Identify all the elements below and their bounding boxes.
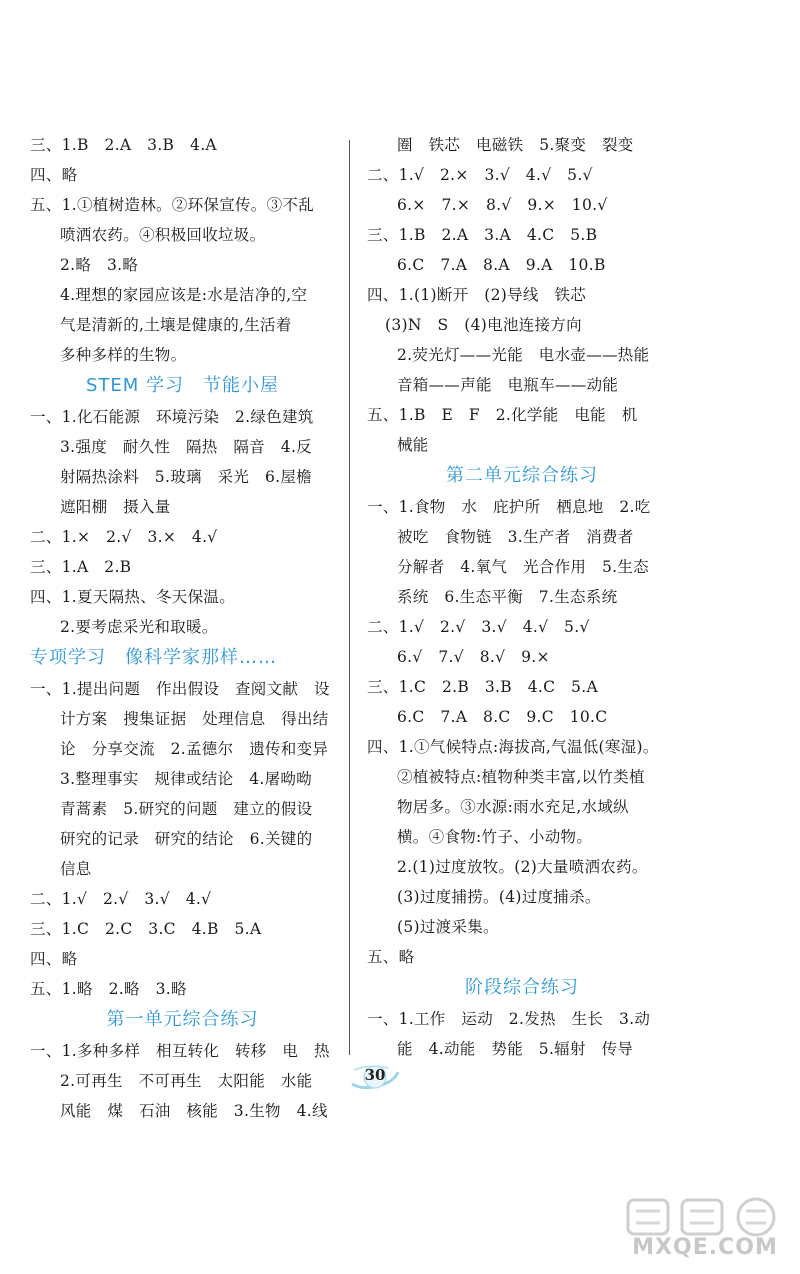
answer-line: 五、1.略 2.略 3.略 [30, 980, 187, 998]
section-heading: 专项学习 像科学家那样…… [30, 647, 277, 668]
answer-line: 多种多样的生物。 [60, 346, 187, 364]
answer-line: 被吃 食物链 3.生产者 消费者 [397, 528, 634, 546]
answer-line: 2.荧光灯——光能 电水壶——热能 [397, 346, 650, 364]
answer-line: 信息 [60, 860, 92, 878]
answer-line: 6.× 7.× 8.√ 9.× 10.√ [397, 196, 608, 214]
answer-line: 3.强度 耐久性 隔热 隔音 4.反 [60, 438, 312, 456]
answer-line: 四、1.夏天隔热、冬天保温。 [30, 588, 235, 606]
answer-line: (5)过渡采集。 [397, 918, 499, 936]
answer-line: 械能 [397, 436, 429, 454]
answer-line: 风能 煤 石油 核能 3.生物 4.线 [60, 1102, 328, 1120]
answer-line: (3)N S (4)电池连接方向 [385, 316, 582, 334]
answer-line: 一、1.食物 水 庇护所 栖息地 2.吃 [367, 498, 651, 516]
answer-line: 四、1.①气候特点:海拔高,气温低(寒湿)。 [367, 738, 659, 756]
watermark-logo-icon [620, 1195, 790, 1240]
answer-line: 音箱——声能 电瓶车——动能 [397, 376, 619, 394]
watermark-site: MXQE.COM [632, 1235, 778, 1260]
answer-line: 五、1.B E F 2.化学能 电能 机 [367, 406, 638, 424]
answer-line: 一、1.化石能源 环境污染 2.绿色建筑 [30, 408, 314, 426]
answer-line: 一、1.提出问题 作出假设 查阅文献 设 [30, 680, 330, 698]
answer-line: 6.C 7.A 8.C 9.C 10.C [397, 708, 608, 726]
answer-line: 6.√ 7.√ 8.√ 9.× [397, 648, 550, 666]
answer-line: 遮阳棚 摄入量 [60, 498, 171, 516]
answer-line: 横。④食物:竹子、小动物。 [397, 828, 593, 846]
answer-line: 三、1.A 2.B [30, 558, 132, 576]
answer-line: 2.(1)过度放牧。(2)大量喷洒农药。 [397, 858, 648, 876]
answer-line: ②植被特点:植物种类丰富,以竹类植 [397, 768, 645, 786]
left-column [30, 130, 335, 1126]
answer-line: 3.整理事实 规律或结论 4.屠呦呦 [60, 770, 312, 788]
section-heading: STEM 学习 节能小屋 [85, 375, 280, 396]
column-divider [349, 140, 350, 1055]
answer-line: 分解者 4.氧气 光合作用 5.生态 [397, 558, 649, 576]
answer-line: 2.略 3.略 [60, 256, 139, 274]
answer-line: 三、1.C 2.B 3.B 4.C 5.A [367, 678, 598, 696]
answer-line: 四、略 [30, 950, 78, 968]
page-number: 30 [364, 1066, 386, 1084]
answer-line: 计方案 搜集证据 处理信息 得出结 [60, 710, 329, 728]
answer-line: 二、1.× 2.√ 3.× 4.√ [30, 528, 218, 546]
answer-line: 6.C 7.A 8.A 9.A 10.B [397, 256, 606, 274]
answer-line: 系统 6.生态平衡 7.生态系统 [397, 588, 618, 606]
section-heading: 阶段综合练习 [465, 977, 579, 998]
right-column [367, 130, 677, 1064]
answer-line: 二、1.√ 2.× 3.√ 4.√ 5.√ [367, 166, 593, 184]
answer-line: 五、1.①植树造林。②环保宣传。③不乱 [30, 196, 314, 214]
answer-line: 气是清新的,土壤是健康的,生活着 [60, 316, 292, 334]
page-number-badge [348, 1064, 402, 1090]
answer-line: 4.理想的家园应该是:水是洁净的,空 [60, 286, 308, 304]
section-heading: 第二单元综合练习 [446, 465, 598, 486]
answer-line: 五、略 [367, 948, 415, 966]
answer-line: 喷洒农药。④积极回收垃圾。 [60, 226, 266, 244]
answer-line: 论 分享交流 2.孟德尔 遗传和变异 [60, 740, 329, 758]
answer-line: 射隔热涂料 5.玻璃 采光 6.屋檐 [60, 468, 312, 486]
answer-line: 圈 铁芯 电磁铁 5.聚变 裂变 [397, 136, 634, 154]
answer-line: 2.可再生 不可再生 太阳能 水能 [60, 1072, 313, 1090]
answer-line: 二、1.√ 2.√ 3.√ 4.√ 5.√ [367, 618, 590, 636]
answer-line: 四、1.(1)断开 (2)导线 铁芯 [367, 286, 587, 304]
answer-line: 2.要考虑采光和取暖。 [60, 618, 218, 636]
answer-line: 物居多。③水源:雨水充足,水域纵 [397, 798, 629, 816]
answer-line: 三、1.B 2.A 3.A 4.C 5.B [367, 226, 598, 244]
answer-line: 能 4.动能 势能 5.辐射 传导 [397, 1040, 634, 1058]
answer-line: (3)过度捕捞。(4)过度捕杀。 [397, 888, 601, 906]
answer-line: 三、1.B 2.A 3.B 4.A [30, 136, 217, 154]
answer-line: 研究的记录 研究的结论 6.关键的 [60, 830, 313, 848]
answer-line: 四、略 [30, 166, 78, 184]
answer-line: 青蒿素 5.研究的问题 建立的假设 [60, 800, 313, 818]
answer-line: 一、1.多种多样 相互转化 转移 电 热 [30, 1042, 330, 1060]
section-heading: 第一单元综合练习 [106, 1009, 259, 1030]
answer-line: 一、1.工作 运动 2.发热 生长 3.动 [367, 1010, 651, 1028]
answer-line: 三、1.C 2.C 3.C 4.B 5.A [30, 920, 262, 938]
watermark [620, 1195, 790, 1270]
answer-line: 二、1.√ 2.√ 3.√ 4.√ [30, 890, 212, 908]
